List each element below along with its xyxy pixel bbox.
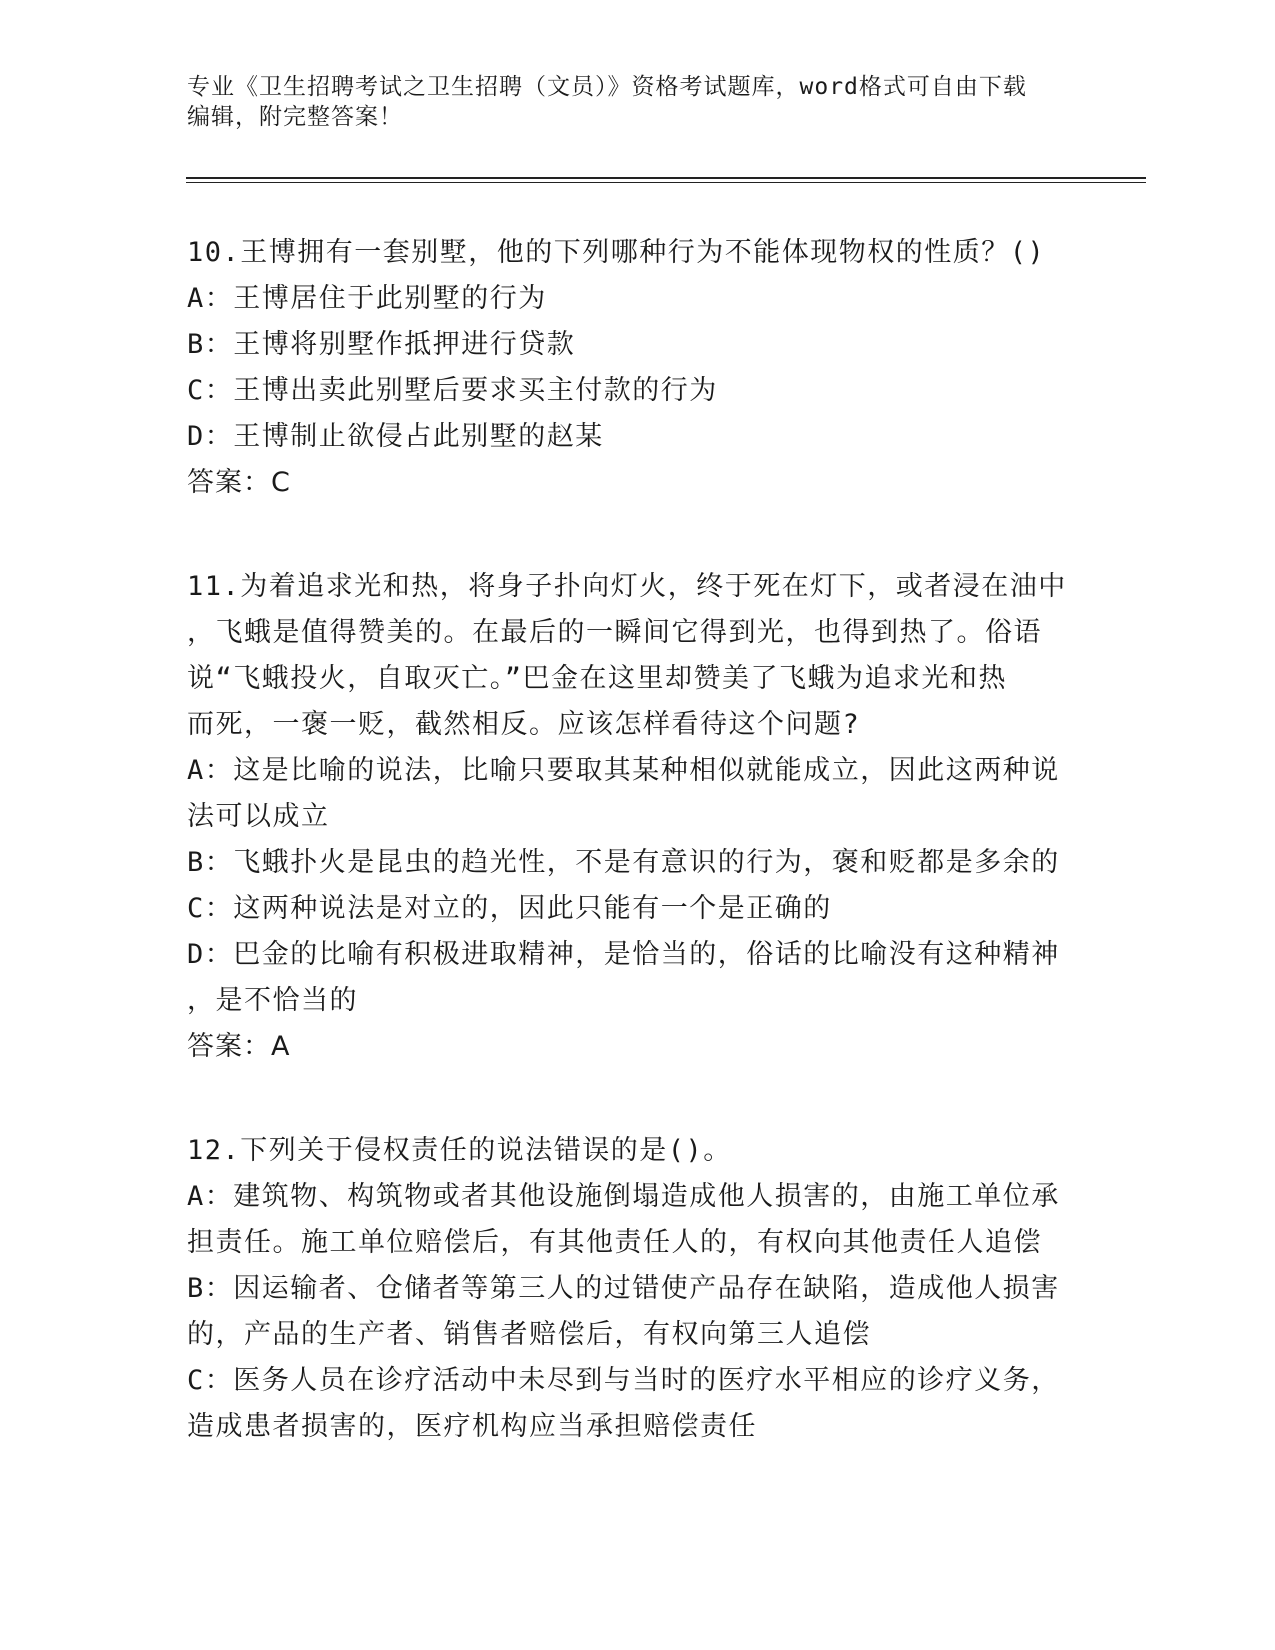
- option-line: B：因运输者、仓储者等第三人的过错使产品存在缺陷，造成他人损害: [187, 1273, 1060, 1304]
- option-line: A：王博居住于此别墅的行为: [187, 283, 547, 314]
- question-stem-line: 说“飞蛾投火，自取灭亡。”巴金在这里却赞美了飞蛾为追求光和热: [187, 663, 1008, 694]
- option-line: 造成患者损害的，医疗机构应当承担赔偿责任: [187, 1411, 757, 1442]
- document-header: [187, 72, 1067, 132]
- question-stem-line: 10.王博拥有一套别墅，他的下列哪种行为不能体现物权的性质？(): [187, 237, 1046, 268]
- header-line: 专业《卫生招聘考试之卫生招聘（文员）》资格考试题库，word格式可自由下载: [187, 74, 1027, 100]
- option-line: B：王博将别墅作抵押进行贷款: [187, 329, 576, 360]
- option-line: C：这两种说法是对立的，因此只能有一个是正确的: [187, 893, 832, 924]
- option-line: 法可以成立: [187, 801, 330, 832]
- question-stem-line: ，飞蛾是值得赞美的。在最后的一瞬间它得到光，也得到热了。俗语: [187, 617, 1042, 648]
- question-stem-line: 而死，一褒一贬，截然相反。应该怎样看待这个问题?: [187, 709, 861, 740]
- option-line: C：医务人员在诊疗活动中未尽到与当时的医疗水平相应的诊疗义务，: [187, 1365, 1060, 1396]
- option-line: A：建筑物、构筑物或者其他设施倒塌造成他人损害的，由施工单位承: [187, 1181, 1060, 1212]
- question-stem-line: 12.下列关于侵权责任的说法错误的是()。: [187, 1135, 732, 1166]
- question-block: [187, 564, 1067, 1070]
- option-line: D：巴金的比喻有积极进取精神，是恰当的，俗话的比喻没有这种精神: [187, 939, 1060, 970]
- option-line: A：这是比喻的说法，比喻只要取其某种相似就能成立，因此这两种说: [187, 755, 1060, 786]
- option-line: 担责任。施工单位赔偿后，有其他责任人的，有权向其他责任人追偿: [187, 1227, 1042, 1258]
- question-block: [187, 1128, 1067, 1450]
- question-list: [187, 230, 1067, 1508]
- option-line: ，是不恰当的: [187, 985, 358, 1016]
- header-divider-thin: [186, 182, 1146, 183]
- header-line: 编辑，附完整答案！: [187, 104, 403, 130]
- answer-line: 答案：A: [187, 1031, 291, 1062]
- option-line: C：王博出卖此别墅后要求买主付款的行为: [187, 375, 718, 406]
- question-block: [187, 230, 1067, 506]
- option-line: B：飞蛾扑火是昆虫的趋光性，不是有意识的行为，褒和贬都是多余的: [187, 847, 1060, 878]
- option-line: D：王博制止欲侵占此别墅的赵某: [187, 421, 604, 452]
- answer-line: 答案：C: [187, 467, 291, 498]
- option-line: 的，产品的生产者、销售者赔偿后，有权向第三人追偿: [187, 1319, 871, 1350]
- question-stem-line: 11.为着追求光和热，将身子扑向灯火，终于死在灯下，或者浸在油中: [187, 571, 1067, 602]
- header-divider: [186, 177, 1146, 179]
